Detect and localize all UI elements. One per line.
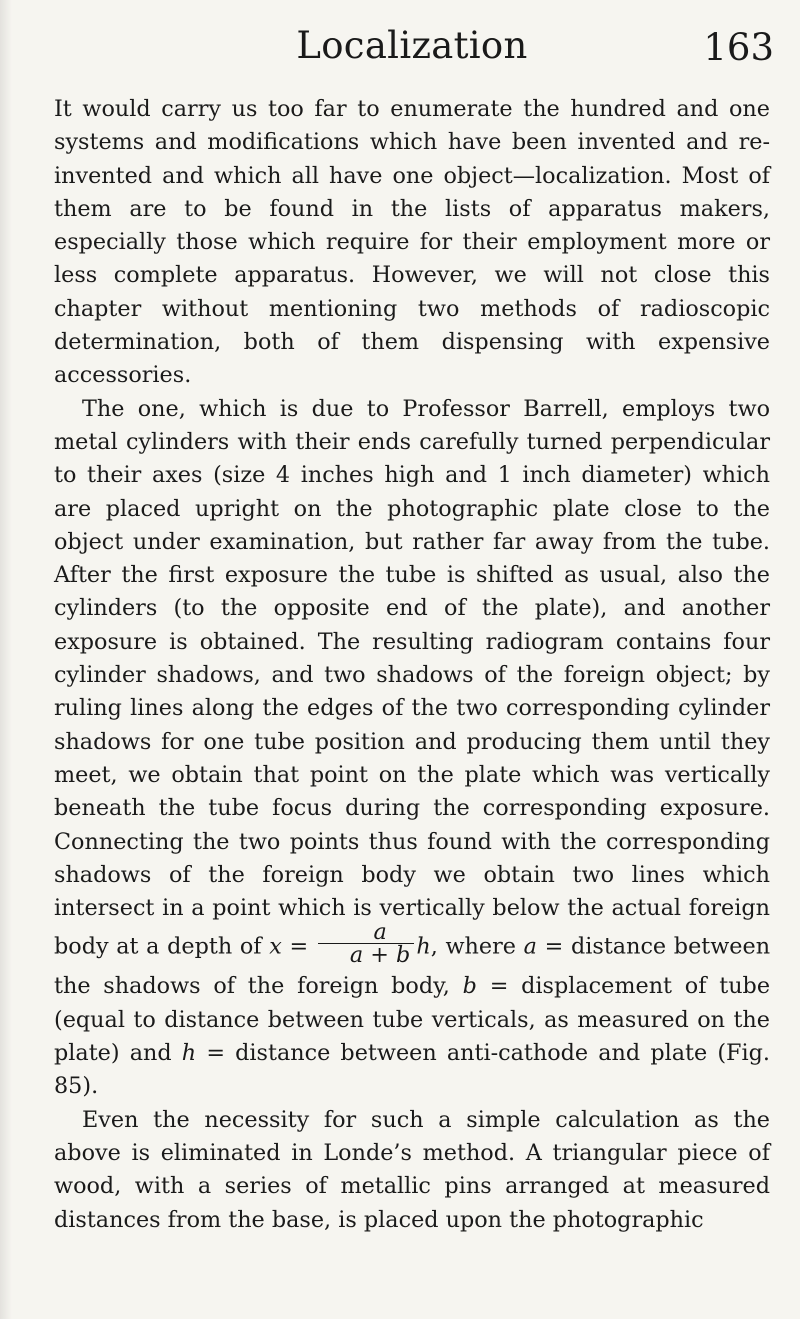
paragraph-2: [54, 393, 770, 1104]
formula-tail-1: , where: [430, 933, 516, 960]
paragraph-1: It would carry us too far to enumerate the hundred and one systems and modifications which have been invented and re-invented and which all have one object—localization. Most of them are to be found in the lists of apparatus makers, especially those which require for their employment more or less complete apparatus. However, we will not close this chapter without mentioning two methods of radioscopic determination, both of them dispensing with expensive accessories.: [54, 96, 770, 389]
paragraph-3: Even the necessity for such a simple calculation as the above is eliminated in Londe’s method. A triangular piece of wood, with a series of metallic pins arranged at measured distances from the base, is placed upon the photographic: [54, 1106, 770, 1233]
formula-denominator: a + b: [349, 942, 411, 969]
running-head: Localization: [296, 24, 528, 67]
formula-numerator: a: [318, 921, 414, 944]
paragraph-2-text: The one, which is due to Professor Barrell, employs two metal cylinders with their ends carefully turned perpendicular to their axes (size 4 inches high and 1 inch diameter) which are placed upright on the photographic plate close to the object under examination, but rather far away from the tube. After the first exposure the tube is shifted as usual, also the cylinders (to the opposite end of the plate), and another exposure is obtained. The resulting radiogram contains four cylinder shadows, and two shadows of the foreign object; by ruling lines along the edges of the two corresponding cylinder shadows for one tube position and producing them until they meet, we obtain that point on the plate which was vertically beneath the tube focus during the corresponding exposure. Connecting the two points thus found with the corresponding shadows of the foreign body we obtain two lines which intersect in a point which is vertically below the actual foreign: [54, 395, 770, 922]
formula-var-a: a: [523, 933, 537, 960]
page-number: 163: [703, 26, 774, 69]
formula-lead: body at a depth of: [54, 933, 262, 960]
after-h-text: = distance between anti-cathode and plate (Fig. 85).: [54, 1040, 770, 1100]
after-b-text: = displacement of tube (equal to distance between tube verticals, as measured on the plate) and: [54, 973, 771, 1067]
after-formula-text: the shadows of the foreign body,: [54, 973, 450, 1000]
body-text: [54, 93, 770, 1237]
formula-equals: =: [289, 933, 309, 960]
formula-tail-2: = distance between: [544, 933, 771, 960]
formula-factor: h: [416, 933, 431, 960]
formula-fraction: [318, 919, 414, 969]
binding-shadow: [0, 0, 12, 1319]
page-header: [54, 18, 774, 78]
var-h: h: [181, 1040, 197, 1067]
var-b: b: [462, 973, 477, 1000]
formula-lhs: x: [269, 933, 282, 960]
